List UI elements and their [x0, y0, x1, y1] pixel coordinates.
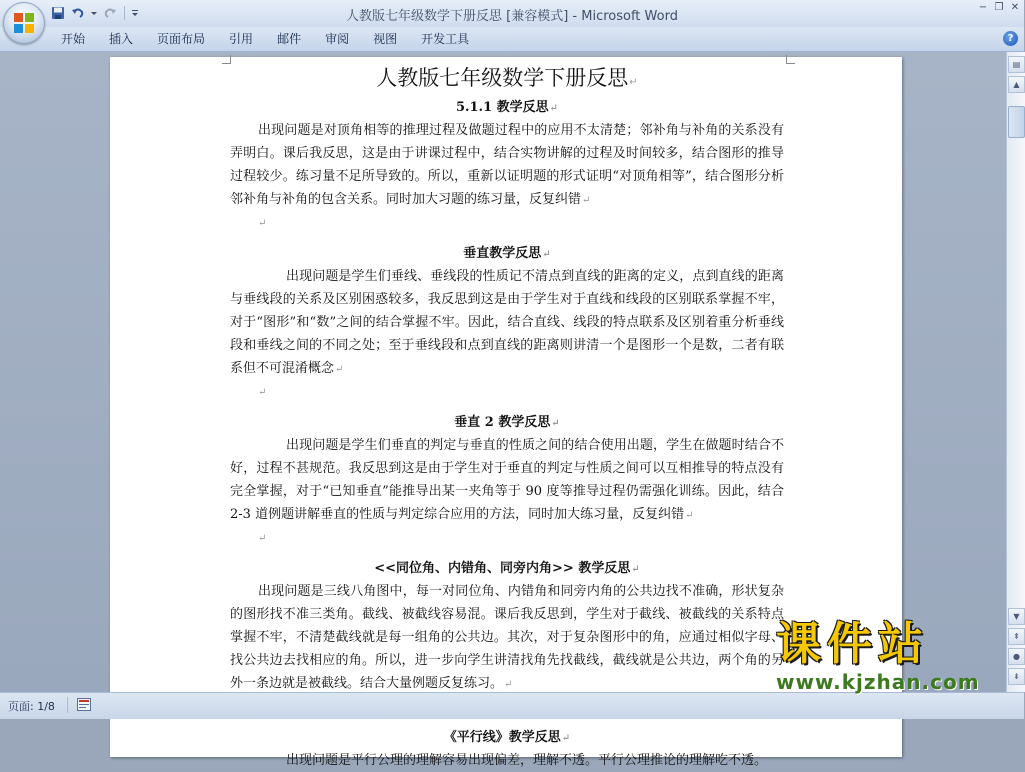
window-controls: [976, 1, 1022, 15]
watermark-url: www.kjzhan.com: [776, 670, 980, 694]
office-logo-icon: [13, 12, 35, 34]
tab-insert[interactable]: 插入: [109, 32, 134, 46]
tab-mailings[interactable]: 邮件: [277, 32, 302, 46]
section-paragraph: 出现问题是对顶角相等的推理过程及做题过程中的应用不太清楚；邻补角与补角的关系没有弄明白。课后我反思，这是由于讲课过程中，结合实物讲解的过程及时间较多，结合图形的推导过程较少。练习量不足所导致的。所以，重新以证明题的形式证明“对顶角相等”，结合图形分析邻补角与补角的包含关系。同时加大习题的练习量，反复纠错↵: [230, 123, 784, 207]
section-heading: <<同位角、内错角、同旁内角>> 教学反思↵: [374, 561, 640, 576]
document-title: 人教版七年级数学下册反思↵: [376, 66, 638, 90]
empty-paragraph-mark: ↵: [258, 533, 267, 544]
status-separator: [67, 697, 68, 713]
tab-references[interactable]: 引用: [229, 32, 254, 46]
help-icon[interactable]: ?: [1003, 31, 1018, 46]
watermark-brand: 课件站: [776, 617, 930, 670]
margin-corner-mark: [786, 55, 795, 64]
page-indicator[interactable]: 页面: 1/8: [8, 700, 55, 713]
tab-home[interactable]: 开始: [61, 32, 86, 46]
status-bar: [0, 692, 1024, 719]
office-button[interactable]: [3, 2, 45, 44]
section-heading: 垂直 2 教学反思↵: [454, 415, 560, 430]
scroll-up-icon[interactable]: ▲: [1008, 76, 1025, 93]
section-heading: 垂直教学反思↵: [463, 246, 551, 261]
select-browse-object-icon[interactable]: ●: [1008, 648, 1025, 665]
scrollbar-thumb[interactable]: [1008, 106, 1025, 138]
section-paragraph: 出现问题是学生们垂线、垂线段的性质记不清点到直线的距离的定义，点到直线的距离与垂线段的关系及区别困惑较多，我反思到这是由于学生对于直线和线段的区别联系掌握不牢，对于“图形”和“数”之间的结合掌握不牢。因此，结合直线、线段的特点联系及区别着重分析垂线段和垂线之间的不同之处；至于垂线段和点到直线的距离则讲清一个是图形一个是数，二者有联系但不可混淆概念↵: [230, 269, 784, 376]
close-button[interactable]: ✕: [1010, 2, 1020, 13]
view-ruler-icon[interactable]: ▤: [1008, 56, 1025, 73]
title-bar: [0, 0, 1024, 28]
document-body: [230, 61, 784, 772]
section-paragraph: 出现问题是三线八角图中，每一对同位角、内错角和同旁内角的公共边找不准确，形状复杂的图形找不准三类角。截线、被截线容易混。课后我反思到，学生对于截线、被截线的关系特点掌握不牢，不清楚截线就是每一组角的公共边。其次，对于复杂图形中的角，应通过相似字母、找公共边去找相应的角。所以，进一步向学生讲清找角先找截线，截线就是公共边，两个角的另外一条边就是被截线。结合大量例题反复练习。↵: [230, 584, 784, 691]
empty-paragraph-mark: ↵: [258, 218, 267, 229]
tab-page-layout[interactable]: 页面布局: [157, 32, 206, 46]
restore-button[interactable]: ❐: [994, 2, 1004, 13]
window-title: 人教版七年级数学下册反思 [兼容模式] - Microsoft Word: [346, 9, 678, 24]
previous-page-icon[interactable]: ⇞: [1008, 628, 1025, 645]
site-watermark: [776, 617, 1008, 694]
vertical-scrollbar[interactable]: [1006, 52, 1025, 692]
scroll-down-icon[interactable]: ▼: [1008, 608, 1025, 625]
section-heading: 《平行线》教学反思↵: [443, 730, 571, 745]
section-paragraph: 出现问题是平行公理的理解容易出现偏差，理解不透。平行公理推论的理解吃不透。: [286, 753, 768, 768]
tab-view[interactable]: 视图: [373, 32, 398, 46]
empty-paragraph-mark: ↵: [258, 387, 267, 398]
minimize-button[interactable]: −: [978, 2, 988, 13]
section-paragraph: 出现问题是学生们垂直的判定与垂直的性质之间的结合使用出题，学生在做题时结合不好，过程不甚规范。我反思到这是由于学生对于垂直的判定与性质之间可以互相推导的特点没有完全掌握，对于“已知垂直”能推导出某一夹角等于 90 度等推导过程仍需强化训练。因此，结合 2-3 道例题讲解垂直的性质与判定综合应用的方法，同时加大练习量，反复纠错↵: [230, 438, 784, 522]
ribbon-tab-bar: [0, 27, 1024, 52]
next-page-icon[interactable]: ⇟: [1008, 668, 1025, 685]
tab-developer[interactable]: 开发工具: [421, 32, 470, 46]
tab-review[interactable]: 审阅: [325, 32, 350, 46]
proofing-status-icon[interactable]: [77, 698, 91, 711]
section-heading: 5.1.1 教学反思↵: [455, 100, 559, 115]
